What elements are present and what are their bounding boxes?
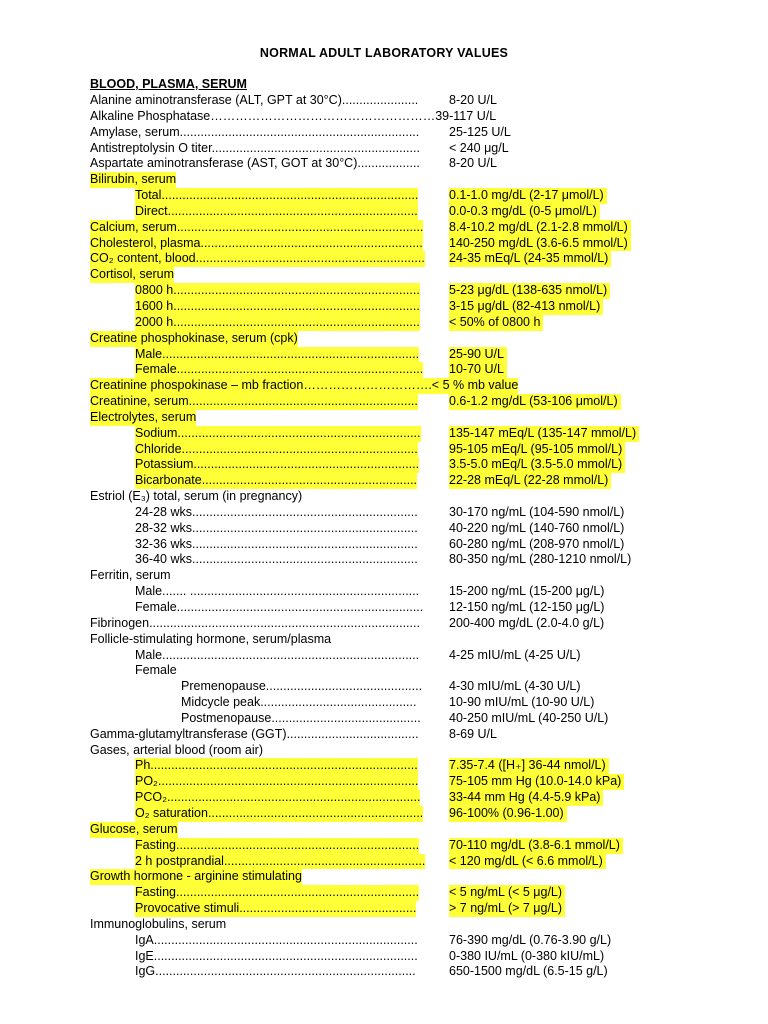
- lab-values-list: [0, 93, 768, 980]
- lab-row-estriol: [0, 489, 768, 505]
- lab-label-glu-fasting: Fasting......................................................................: [135, 837, 420, 852]
- lab-row-cort-0800: [0, 283, 768, 299]
- lab-value-creatinine: 0.6-1.2 mg/dL (53-106 μmol/L): [449, 394, 621, 410]
- lab-value-co2: 24-35 mEq/L (24-35 mmol/L): [449, 251, 611, 267]
- lab-row-glucose: [0, 822, 768, 838]
- page-title: NORMAL ADULT LABORATORY VALUES: [259, 46, 509, 60]
- lab-label-sodium: Sodium......................................................................: [135, 425, 421, 440]
- lab-value-ggt: 8-69 U/L: [449, 726, 497, 741]
- lab-label-gh-provoc: Provocative stimuli...................................................: [135, 901, 417, 916]
- lab-row-cort-1600: [0, 299, 768, 315]
- lab-label-bili-direct: Direct........................................................................: [135, 203, 418, 218]
- lab-label-estriol: Estriol (E₃) total, serum (in pregnancy): [90, 489, 303, 504]
- lab-row-gases: [0, 743, 768, 759]
- lab-value-potassium: 3.5-5.0 mEq/L (3.5-5.0 mmol/L): [449, 457, 625, 473]
- lab-row-cpk: [0, 331, 768, 347]
- lab-label-chloride: Chloride....................................................................: [135, 441, 418, 456]
- lab-label-bili-total: Total..........................................................................: [135, 188, 419, 203]
- lab-row-estriol-32: [0, 537, 768, 553]
- lab-label-ferritin-male: Male....... ..................................................................: [135, 584, 420, 599]
- lab-value-amylase: 25-125 U/L: [449, 124, 511, 139]
- lab-row-ggt: [0, 727, 768, 743]
- lab-row-ferritin-female: [0, 600, 768, 616]
- lab-label-iga: IgA............................................................................: [135, 932, 418, 947]
- lab-row-bili-total: [0, 188, 768, 204]
- lab-value-iga: 76-390 mg/dL (0.76-3.90 g/L): [449, 932, 612, 947]
- lab-label-gh-fasting: Fasting......................................................................: [135, 885, 420, 900]
- lab-label-fibrinogen: Fibrinogen..............................................................................: [90, 615, 420, 630]
- lab-value-ast: 8-20 U/L: [449, 156, 497, 171]
- lab-value-cort-2000: < 50% of 0800 h: [449, 315, 543, 331]
- lab-label-gh: Growth hormone - arginine stimulating: [90, 869, 302, 884]
- lab-value-fsh-premeno: 4-30 mIU/mL (4-30 U/L): [449, 679, 581, 694]
- lab-value-igg: 650-1500 mg/dL (6.5-15 g/L): [449, 964, 608, 979]
- lab-value-cpk-male: 25-90 U/L: [449, 347, 507, 363]
- lab-row-gh-provoc: [0, 901, 768, 917]
- lab-label-fsh-premeno: Premenopause.............................................: [181, 679, 423, 694]
- lab-label-bilirubin: Bilirubin, serum: [90, 172, 177, 187]
- lab-row-iga: [0, 933, 768, 949]
- lab-label-potassium: Potassium.................................................................: [135, 457, 420, 472]
- lab-label-pco2: PCO₂.........................................................................: [135, 790, 421, 805]
- lab-label-estriol-32: 32-36 wks.................................................................: [135, 536, 418, 551]
- lab-row-creatinine: [0, 394, 768, 410]
- lab-label-estriol-36: 36-40 wks.................................................................: [135, 552, 418, 567]
- lab-row-igg: [0, 964, 768, 980]
- lab-label-po2: PO₂...........................................................................: [135, 774, 419, 789]
- lab-row-fsh: [0, 632, 768, 648]
- lab-label-cpk: Creatine phosphokinase, serum (cpk): [90, 330, 298, 345]
- lab-label-ferritin-female: Female.......................................................................: [135, 600, 424, 614]
- lab-value-fsh-postmeno: 40-250 mIU/mL (40-250 U/L): [449, 710, 609, 725]
- lab-label-o2sat: O₂ saturation..............................................................: [135, 805, 424, 820]
- lab-value-po2: 75-105 mm Hg (10.0-14.0 kPa): [449, 774, 624, 790]
- lab-row-aso: [0, 141, 768, 157]
- lab-row-pco2: [0, 790, 768, 806]
- lab-row-ast: [0, 156, 768, 172]
- lab-row-calcium: [0, 220, 768, 236]
- lab-label-fsh-midcycle: Midcycle peak.............................................: [181, 695, 417, 710]
- lab-row-glu-fasting: [0, 838, 768, 854]
- lab-label-electrolytes: Electrolytes, serum: [90, 409, 197, 424]
- lab-row-glu-2h: [0, 854, 768, 870]
- lab-value-ige: 0-380 IU/mL (0-380 kIU/mL): [449, 948, 605, 963]
- lab-value-ferritin-male: 15-200 ng/mL (15-200 μg/L): [449, 584, 605, 599]
- lab-value-cort-1600: 3-15 μg/dL (82-413 nmol/L): [449, 299, 603, 315]
- lab-label-fsh-male: Male..........................................................................: [135, 647, 420, 662]
- lab-value-fsh-male: 4-25 mIU/mL (4-25 U/L): [449, 647, 581, 662]
- lab-row-bicarbonate: [0, 473, 768, 489]
- lab-label-amylase: Amylase, serum.....................................................................: [90, 124, 420, 139]
- lab-row-fsh-postmeno: [0, 711, 768, 727]
- lab-label-ggt: Gamma-glutamyltransferase (GGT)......................................: [90, 726, 419, 741]
- lab-value-cort-0800: 5-23 μg/dL (138-635 nmol/L): [449, 283, 610, 299]
- lab-row-fsh-female: [0, 663, 768, 679]
- lab-label-co2: CO₂ content, blood..................................................................: [90, 251, 425, 266]
- lab-label-creatinine: Creatinine, serum..................................................................: [90, 394, 418, 409]
- lab-row-ph: [0, 758, 768, 774]
- lab-row-fsh-midcycle: [0, 695, 768, 711]
- lab-label-gases: Gases, arterial blood (room air): [90, 742, 263, 757]
- lab-label-glucose: Glucose, serum: [90, 821, 178, 836]
- lab-row-estriol-36: [0, 552, 768, 568]
- lab-value-fibrinogen: 200-400 mg/dL (2.0-4.0 g/L): [449, 615, 605, 630]
- lab-label-glu-2h: 2 h postprandial..........................................................: [135, 853, 426, 868]
- lab-row-alk-phos: [0, 109, 768, 125]
- lab-label-cpk-mb: Creatinine phospokinase – mb fraction………………………….< 5 % mb value: [90, 378, 519, 393]
- lab-label-cort-1600: 1600 h.......................................................................: [135, 298, 420, 313]
- lab-row-cpk-mb: [0, 378, 768, 394]
- lab-label-ast: Aspartate aminotransferase (AST, GOT at 30°C)..................: [90, 156, 420, 171]
- lab-row-ferritin: [0, 568, 768, 584]
- lab-label-ph: Ph.............................................................................: [135, 758, 418, 773]
- lab-value-pco2: 33-44 mm Hg (4.4-5.9 kPa): [449, 790, 603, 806]
- lab-value-ferritin-female: 12-150 ng/mL (12-150 μg/L): [449, 600, 605, 614]
- lab-value-bicarbonate: 22-28 mEq/L (22-28 mmol/L): [449, 473, 611, 489]
- lab-row-gh-fasting: [0, 885, 768, 901]
- lab-row-po2: [0, 774, 768, 790]
- lab-label-cortisol: Cortisol, serum: [90, 267, 175, 282]
- lab-row-estriol-28: [0, 521, 768, 537]
- lab-value-o2sat: 96-100% (0.96-1.00): [449, 806, 567, 822]
- lab-label-estriol-24: 24-28 wks.................................................................: [135, 504, 418, 519]
- lab-value-bili-total: 0.1-1.0 mg/dL (2-17 μmol/L): [449, 188, 607, 204]
- lab-label-ferritin: Ferritin, serum: [90, 568, 171, 583]
- lab-value-gh-fasting: < 5 ng/mL (< 5 μg/L): [449, 885, 565, 901]
- lab-value-cpk-female: 10-70 U/L: [449, 362, 507, 378]
- lab-value-aso: < 240 μg/L: [449, 140, 509, 155]
- lab-row-fibrinogen: [0, 616, 768, 632]
- lab-value-chloride: 95-105 mEq/L (95-105 mmol/L): [449, 442, 625, 458]
- lab-label-aso: Antistreptolysin O titer............................................................: [90, 140, 420, 155]
- section-heading: BLOOD, PLASMA, SERUM: [90, 77, 247, 91]
- lab-row-potassium: [0, 457, 768, 473]
- lab-row-cholesterol: [0, 236, 768, 252]
- lab-row-cpk-female: [0, 362, 768, 378]
- lab-label-fsh: Follicle-stimulating hormone, serum/plasma: [90, 631, 332, 646]
- lab-row-ferritin-male: [0, 584, 768, 600]
- lab-row-o2sat: [0, 806, 768, 822]
- lab-label-estriol-28: 28-32 wks.................................................................: [135, 520, 418, 535]
- lab-label-alt: Alanine aminotransferase (ALT, GPT at 30°C)......................: [90, 93, 419, 107]
- lab-row-cort-2000: [0, 315, 768, 331]
- lab-row-co2: [0, 251, 768, 267]
- lab-row-cpk-male: [0, 347, 768, 363]
- lab-row-estriol-24: [0, 505, 768, 521]
- lab-value-cholesterol: 140-250 mg/dL (3.6-6.5 mmol/L): [449, 236, 631, 252]
- lab-row-bili-direct: [0, 204, 768, 220]
- lab-label-ig: Immunoglobulins, serum: [90, 916, 227, 931]
- lab-label-calcium: Calcium, serum.......................................................................: [90, 219, 424, 234]
- lab-value-calcium: 8.4-10.2 mg/dL (2.1-2.8 mmol/L): [449, 220, 631, 236]
- lab-value-sodium: 135-147 mEq/L (135-147 mmol/L): [449, 426, 639, 442]
- lab-value-estriol-24: 30-170 ng/mL (104-590 nmol/L): [449, 504, 625, 519]
- lab-value-estriol-28: 40-220 ng/mL (140-760 nmol/L): [449, 520, 625, 535]
- lab-value-estriol-36: 80-350 ng/mL (280-1210 nmol/L): [449, 552, 632, 567]
- lab-label-alk-phos: Alkaline Phosphatase………………………………………………39-117 U/L: [90, 108, 497, 123]
- lab-label-cort-0800: 0800 h.......................................................................: [135, 283, 420, 298]
- lab-value-gh-provoc: > 7 ng/mL (> 7 μg/L): [449, 901, 565, 917]
- lab-value-fsh-midcycle: 10-90 mIU/mL (10-90 U/L): [449, 695, 595, 710]
- lab-label-igg: IgG...........................................................................: [135, 964, 416, 979]
- lab-row-gh: [0, 869, 768, 885]
- lab-value-glu-2h: < 120 mg/dL (< 6.6 mmol/L): [449, 854, 606, 870]
- lab-label-cpk-female: Female.......................................................................: [135, 362, 424, 377]
- lab-row-ig: [0, 917, 768, 933]
- lab-row-cortisol: [0, 267, 768, 283]
- lab-row-amylase: [0, 125, 768, 141]
- lab-row-fsh-male: [0, 648, 768, 664]
- lab-row-bilirubin: [0, 172, 768, 188]
- lab-label-fsh-female: Female: [135, 663, 177, 678]
- lab-label-cpk-male: Male..........................................................................: [135, 346, 420, 361]
- lab-value-alt: 8-20 U/L: [449, 93, 497, 107]
- lab-value-bili-direct: 0.0-0.3 mg/dL (0-5 μmol/L): [449, 204, 600, 220]
- lab-label-bicarbonate: Bicarbonate..............................................................: [135, 473, 418, 488]
- lab-value-ph: 7.35-7.4 ([H₊] 36-44 nmol/L): [449, 758, 609, 774]
- lab-label-cholesterol: Cholesterol, plasma................................................................: [90, 235, 423, 250]
- lab-row-fsh-premeno: [0, 679, 768, 695]
- lab-row-electrolytes: [0, 410, 768, 426]
- lab-label-ige: IgE............................................................................: [135, 948, 418, 963]
- lab-row-sodium: [0, 426, 768, 442]
- lab-label-fsh-postmeno: Postmenopause...........................................: [181, 710, 421, 725]
- lab-label-cort-2000: 2000 h.......................................................................: [135, 314, 420, 329]
- lab-value-estriol-32: 60-280 ng/mL (208-970 nmol/L): [449, 536, 625, 551]
- lab-row-alt: [0, 93, 768, 109]
- lab-row-chloride: [0, 442, 768, 458]
- lab-value-glu-fasting: 70-110 mg/dL (3.8-6.1 mmol/L): [449, 838, 623, 854]
- lab-row-ige: [0, 949, 768, 965]
